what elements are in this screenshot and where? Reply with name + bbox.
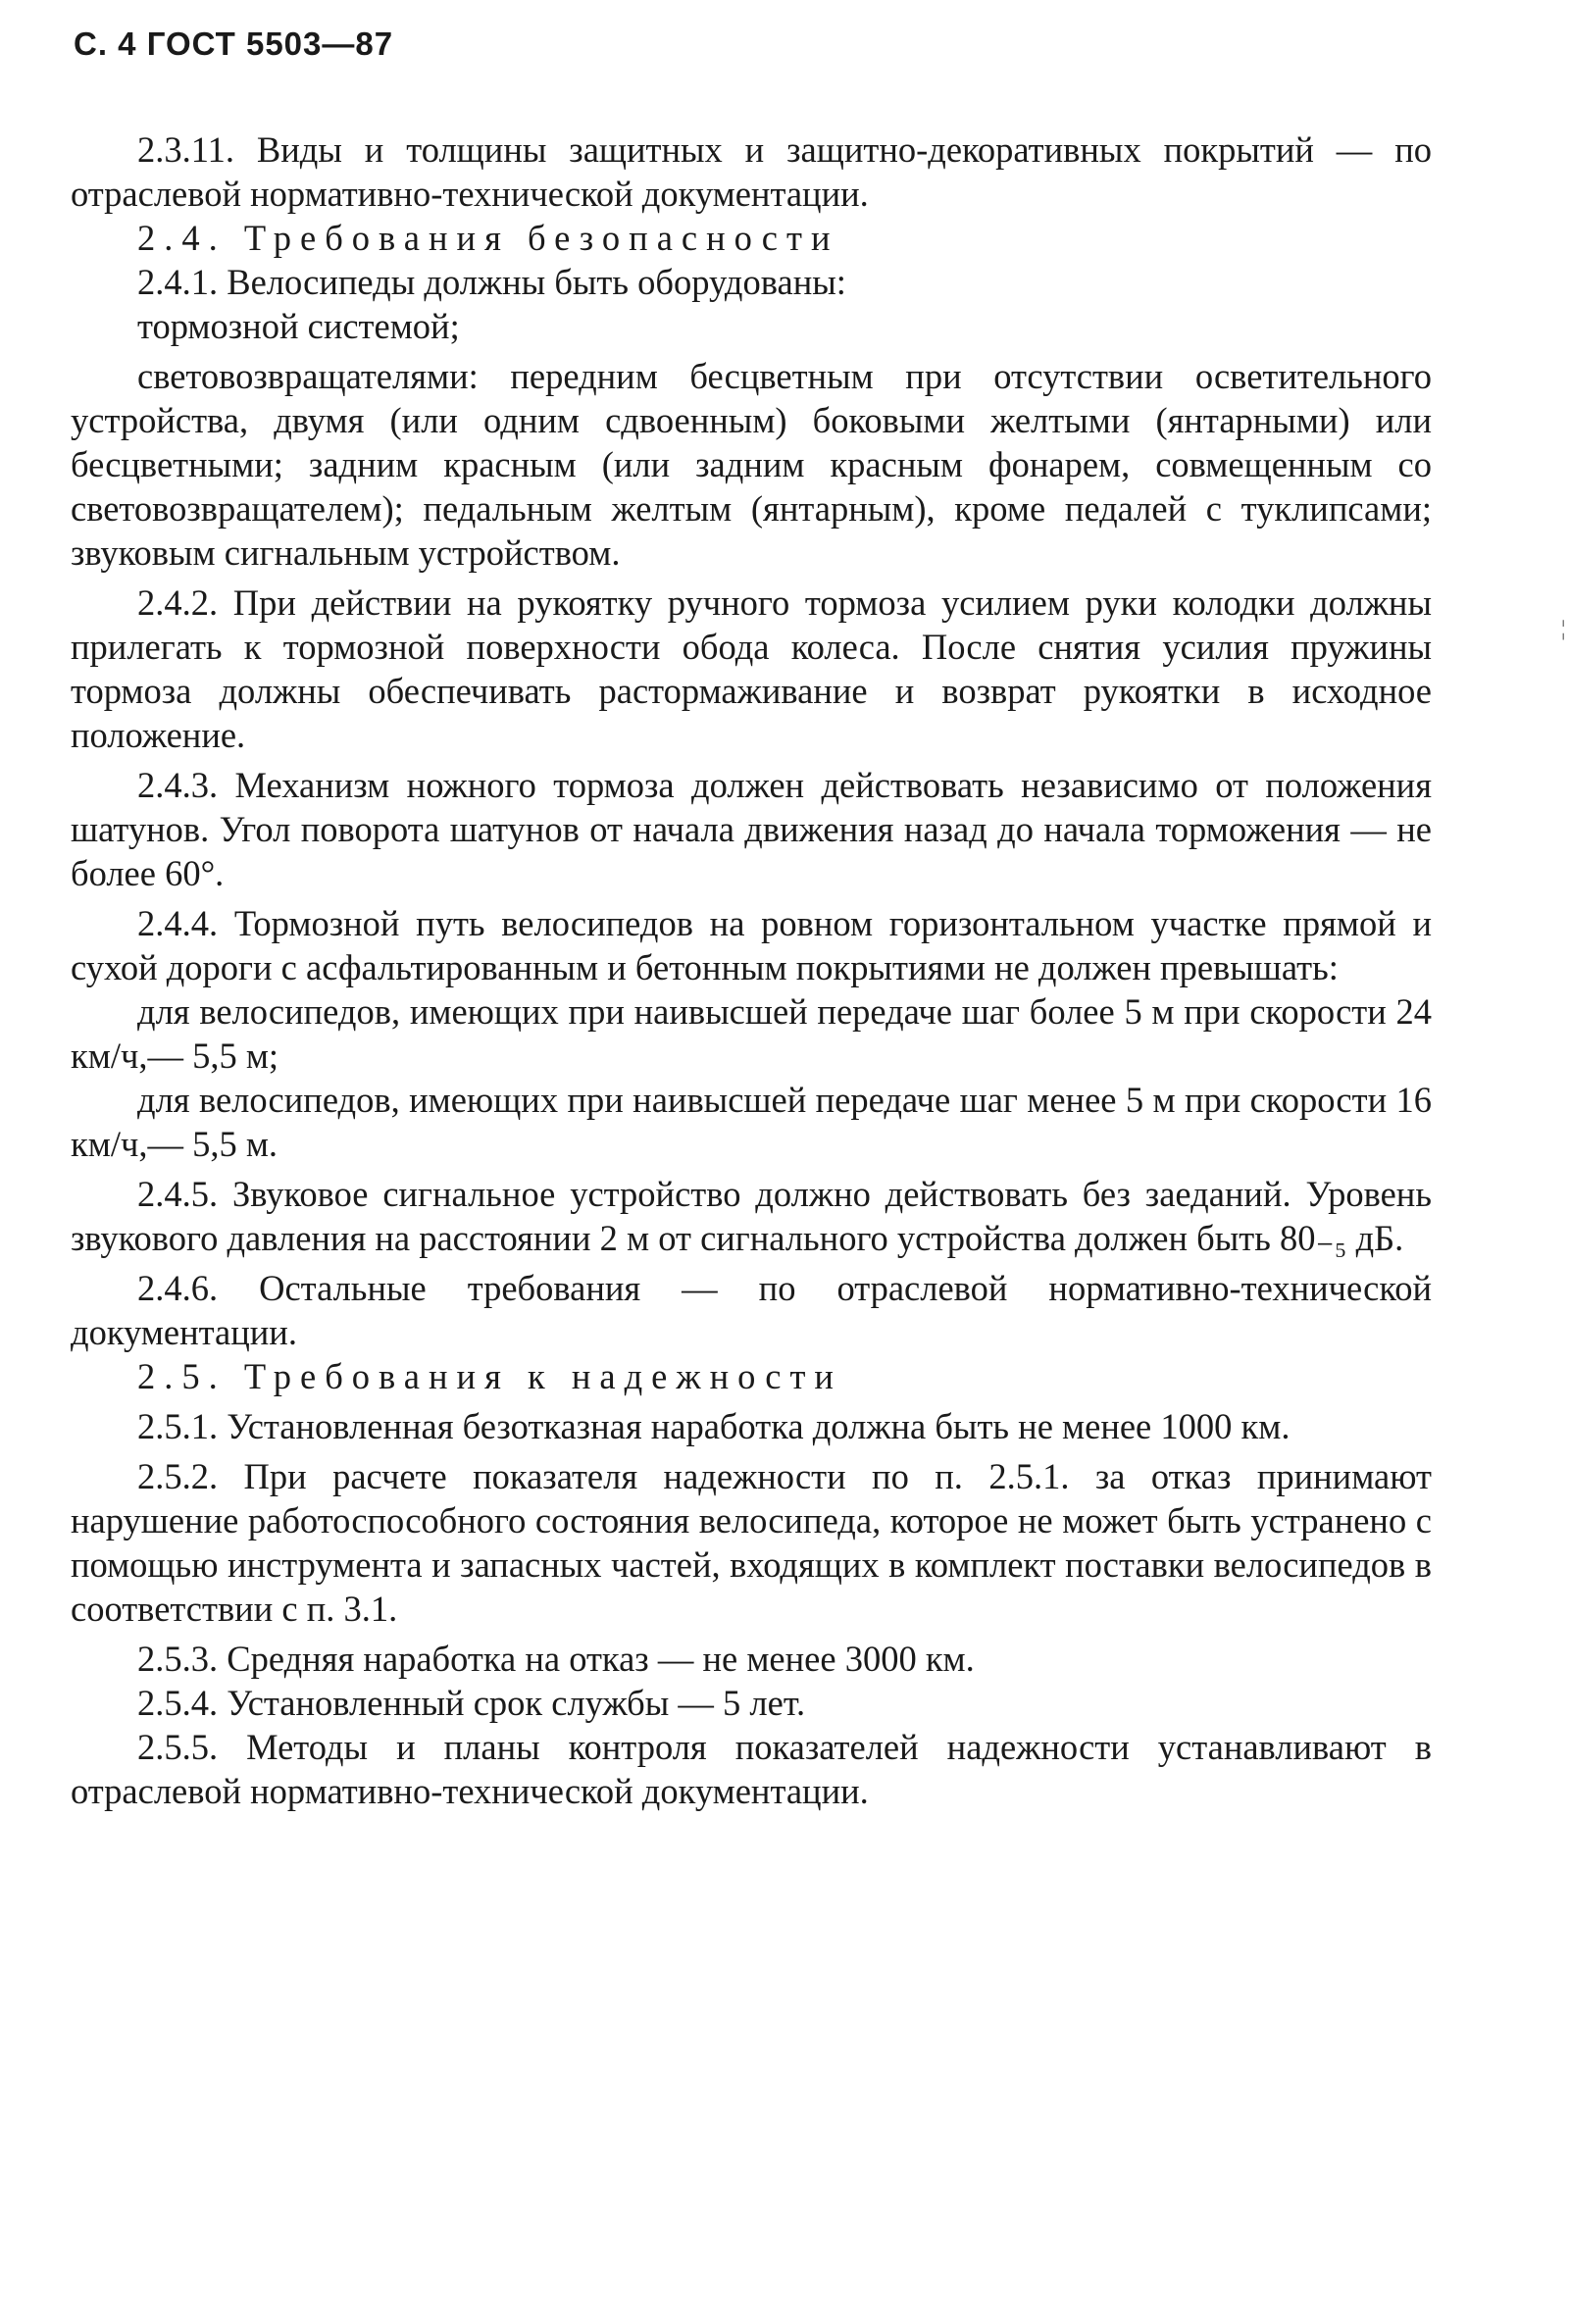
clause-2-5-2: 2.5.2. При расчете показателя надежности по п. 2.5.1. за отказ принимают нарушение работоспособного состояния велосипеда, которое не может быть устранено с помощью инструмента и запасных частей, входящих в комплект поставки велосипедов в соответствии с п. 3.1. — [71, 1456, 1432, 1629]
clause-2-4-1-item-brakes: тормозной системой; — [137, 306, 460, 346]
clause-2-4-4-item-a: для велосипедов, имеющих при наивысшей передаче шаг более 5 м при скорости 24 км/ч,— 5,5 м; — [71, 991, 1432, 1076]
clause-2-4-4: 2.4.4. Тормозной путь велосипедов на ровном горизонтальном участке прямой и сухой дороги с асфальтированным и бетонным покрытиями не должен превышать: — [71, 903, 1432, 987]
clause-2-4-5: 2.4.5. Звуковое сигнальное устройство должно действовать без заеданий. Уровень звукового давления на расстоянии 2 м от сигнального устройства должен быть 80₋₅ дБ. — [71, 1174, 1432, 1258]
document-body — [71, 127, 1432, 1813]
clause-2-4-2: 2.4.2. При действии на рукоятку ручного тормоза усилием руки колодки должны прилегать к тормозной поверхности обода колеса. После снятия усилия пружины тормоза должны обеспечивать растормаживание и возврат рукоятки в исходное положение. — [71, 582, 1432, 755]
clause-2-4-1-item-reflectors: световозвращателями: передним бесцветным при отсутствии осветительного устройства, двумя (или одним сдвоенным) боковыми желтыми (янтарными) или бесцветными; задним красным (или задним красным фонарем, совмещенным со световозвращателем); педальным желтым (янтарным), кроме педалей с туклипсами; звуковым сигнальным устройством. — [71, 356, 1432, 573]
clause-2-3-11: 2.3.11. Виды и толщины защитных и защитно-декоративных покрытий — по отраслевой нормативно-технической документации. — [71, 129, 1432, 214]
clause-2-4-1: 2.4.1. Велосипеды должны быть оборудованы: — [137, 262, 846, 302]
clause-2-5-3: 2.5.3. Средняя наработка на отказ — не менее 3000 км. — [137, 1639, 975, 1679]
section-heading-reliability: 2.5. Требования к надежности — [137, 1356, 842, 1396]
clause-2-4-6: 2.4.6. Остальные требования — по отраслевой нормативно-технической документации. — [71, 1268, 1432, 1352]
clause-2-4-4-item-b: для велосипедов, имеющих при наивысшей передаче шаг менее 5 м при скорости 16 км/ч,— 5,5 м. — [71, 1080, 1432, 1164]
clause-2-5-4: 2.5.4. Установленный срок службы — 5 лет. — [137, 1683, 806, 1723]
page-header: С. 4 ГОСТ 5503—87 — [74, 25, 394, 62]
clause-2-5-5: 2.5.5. Методы и планы контроля показателей надежности устанавливают в отраслевой нормативно-технической документации. — [71, 1727, 1432, 1811]
margin-mark: ¦ — [1561, 616, 1566, 640]
clause-2-4-3: 2.4.3. Механизм ножного тормоза должен действовать независимо от положения шатунов. Угол поворота шатунов от начала движения назад до начала торможения — не более 60°. — [71, 765, 1432, 893]
section-heading-safety: 2.4. Требования безопасности — [137, 218, 839, 258]
clause-2-5-1: 2.5.1. Установленная безотказная наработка должна быть не менее 1000 км. — [137, 1406, 1291, 1446]
